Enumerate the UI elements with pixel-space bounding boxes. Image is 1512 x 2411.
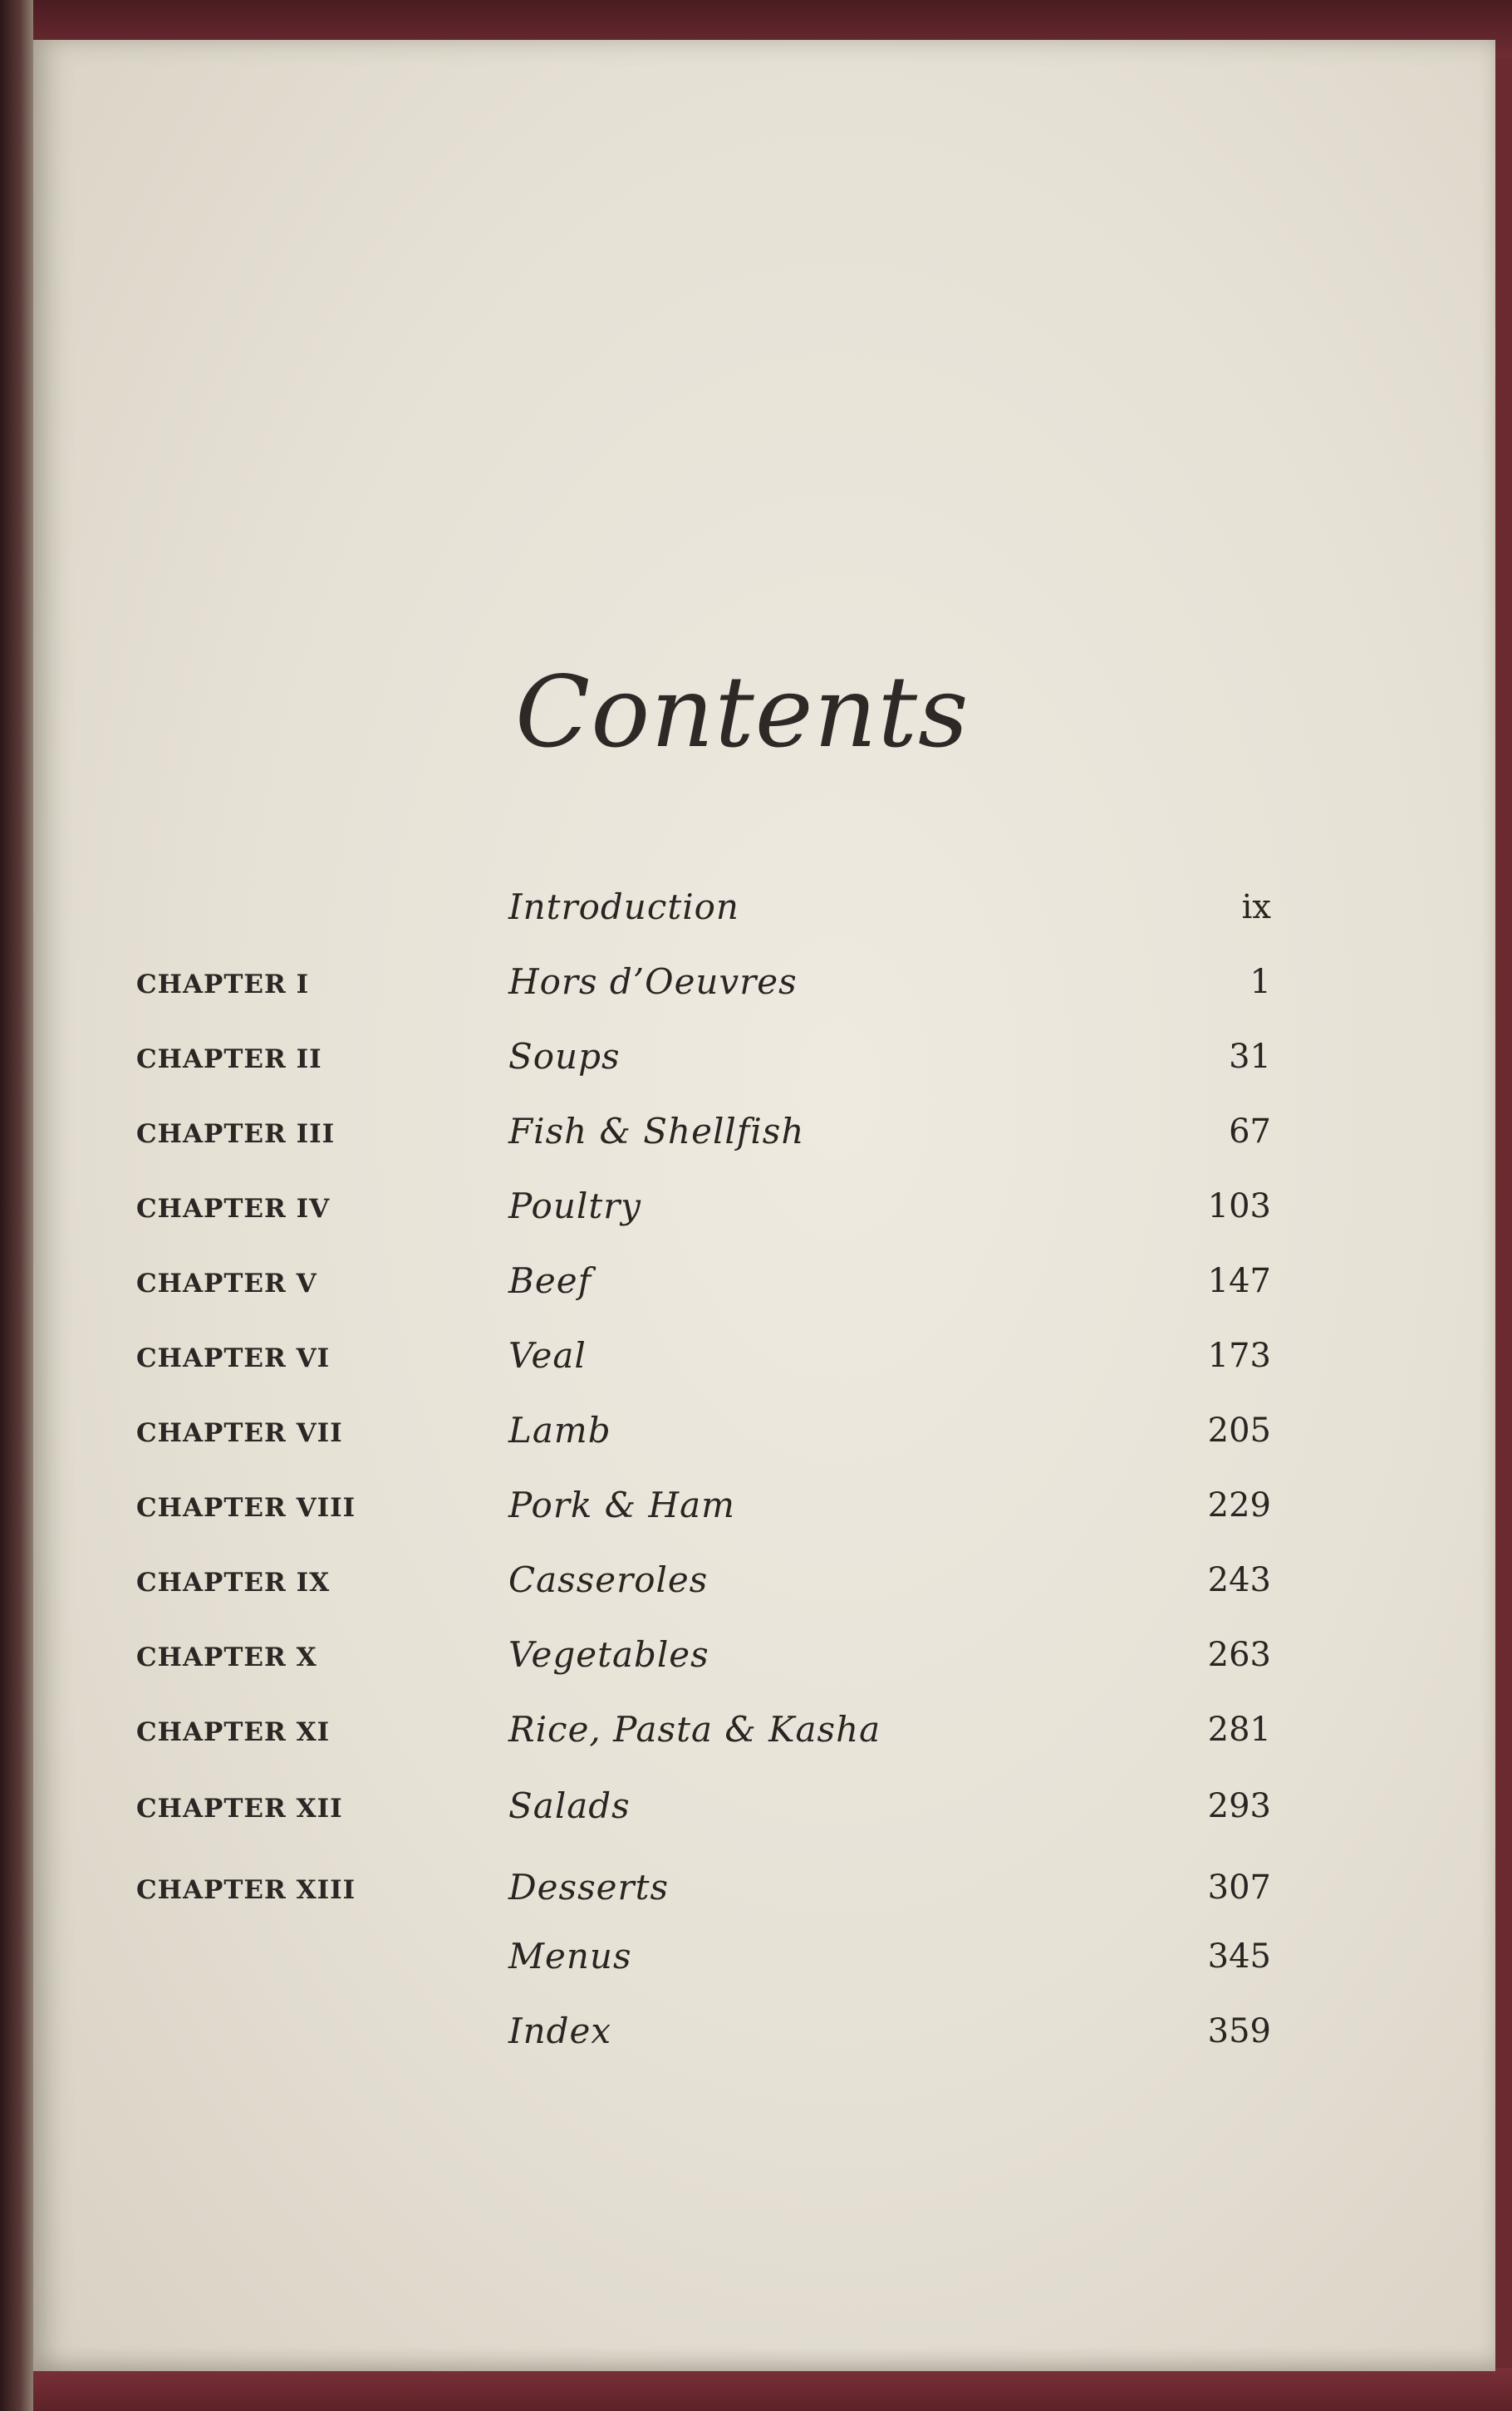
chapter-number: CHAPTER II	[136, 1044, 322, 1074]
page-number: 103	[1207, 1187, 1271, 1225]
chapter-number: CHAPTER VI	[136, 1343, 331, 1373]
chapter-number: CHAPTER XII	[136, 1794, 343, 1824]
chapter-number: CHAPTER I	[136, 970, 310, 999]
page-number: ix	[1241, 888, 1271, 926]
chapter-number: CHAPTER X	[136, 1643, 317, 1672]
chapter-number: CHAPTER IX	[136, 1568, 331, 1598]
book-page	[33, 40, 1495, 2371]
toc-row	[33, 883, 1495, 933]
chapter-number: CHAPTER VIII	[136, 1493, 356, 1523]
page-number: 67	[1229, 1112, 1271, 1151]
toc-row	[33, 1182, 1495, 1232]
toc-row	[33, 1932, 1495, 1982]
table-of-contents	[33, 40, 1495, 2371]
page-number: 263	[1207, 1636, 1271, 1674]
chapter-title: Introduction	[508, 886, 739, 927]
toc-row	[33, 1257, 1495, 1307]
toc-row	[33, 1332, 1495, 1382]
page-number: 173	[1207, 1337, 1271, 1375]
chapter-number: CHAPTER V	[136, 1269, 317, 1299]
chapter-title: Casseroles	[508, 1559, 709, 1600]
toc-row	[33, 1407, 1495, 1456]
toc-row	[33, 1107, 1495, 1157]
page-number: 229	[1207, 1486, 1271, 1525]
toc-row	[33, 1782, 1495, 1832]
chapter-title: Index	[508, 2011, 612, 2051]
page-number: 147	[1207, 1262, 1271, 1300]
toc-row	[33, 1631, 1495, 1681]
chapter-number: CHAPTER XIII	[136, 1875, 356, 1905]
chapter-title: Rice, Pasta & Kasha	[508, 1709, 881, 1750]
toc-row	[33, 1033, 1495, 1083]
toc-row	[33, 1481, 1495, 1531]
toc-row	[33, 1863, 1495, 1913]
chapter-title: Menus	[508, 1936, 632, 1976]
toc-row	[33, 2007, 1495, 2057]
page-number: 1	[1249, 963, 1271, 1001]
page-title: Contents	[515, 655, 970, 769]
chapter-title: Soups	[508, 1036, 621, 1077]
page-number: 345	[1207, 1937, 1271, 1976]
chapter-title: Fish & Shellfish	[508, 1111, 805, 1151]
toc-row	[33, 1706, 1495, 1755]
chapter-number: CHAPTER III	[136, 1119, 336, 1149]
page-number: 307	[1207, 1868, 1271, 1907]
chapter-title: Poultry	[508, 1186, 642, 1226]
chapter-number: CHAPTER XI	[136, 1717, 331, 1747]
page-number: 205	[1207, 1412, 1271, 1450]
chapter-title: Desserts	[508, 1867, 670, 1908]
page-number: 243	[1207, 1561, 1271, 1599]
page-number: 31	[1229, 1038, 1271, 1076]
page-number: 359	[1207, 2012, 1271, 2050]
page-number: 281	[1207, 1711, 1271, 1749]
book-cover-bottom-edge	[0, 2368, 1512, 2411]
chapter-title: Beef	[508, 1260, 592, 1301]
chapter-title: Salads	[508, 1785, 631, 1826]
chapter-number: CHAPTER IV	[136, 1194, 331, 1224]
toc-row	[33, 958, 1495, 1008]
chapter-number: CHAPTER VII	[136, 1418, 343, 1448]
toc-row	[33, 1556, 1495, 1606]
page-number: 293	[1207, 1787, 1271, 1825]
chapter-title: Hors d’Oeuvres	[508, 961, 798, 1002]
chapter-title: Veal	[508, 1335, 587, 1376]
chapter-title: Vegetables	[508, 1634, 709, 1675]
chapter-title: Pork & Ham	[508, 1485, 735, 1525]
chapter-title: Lamb	[508, 1410, 611, 1451]
book-spine-edge	[0, 0, 33, 2411]
